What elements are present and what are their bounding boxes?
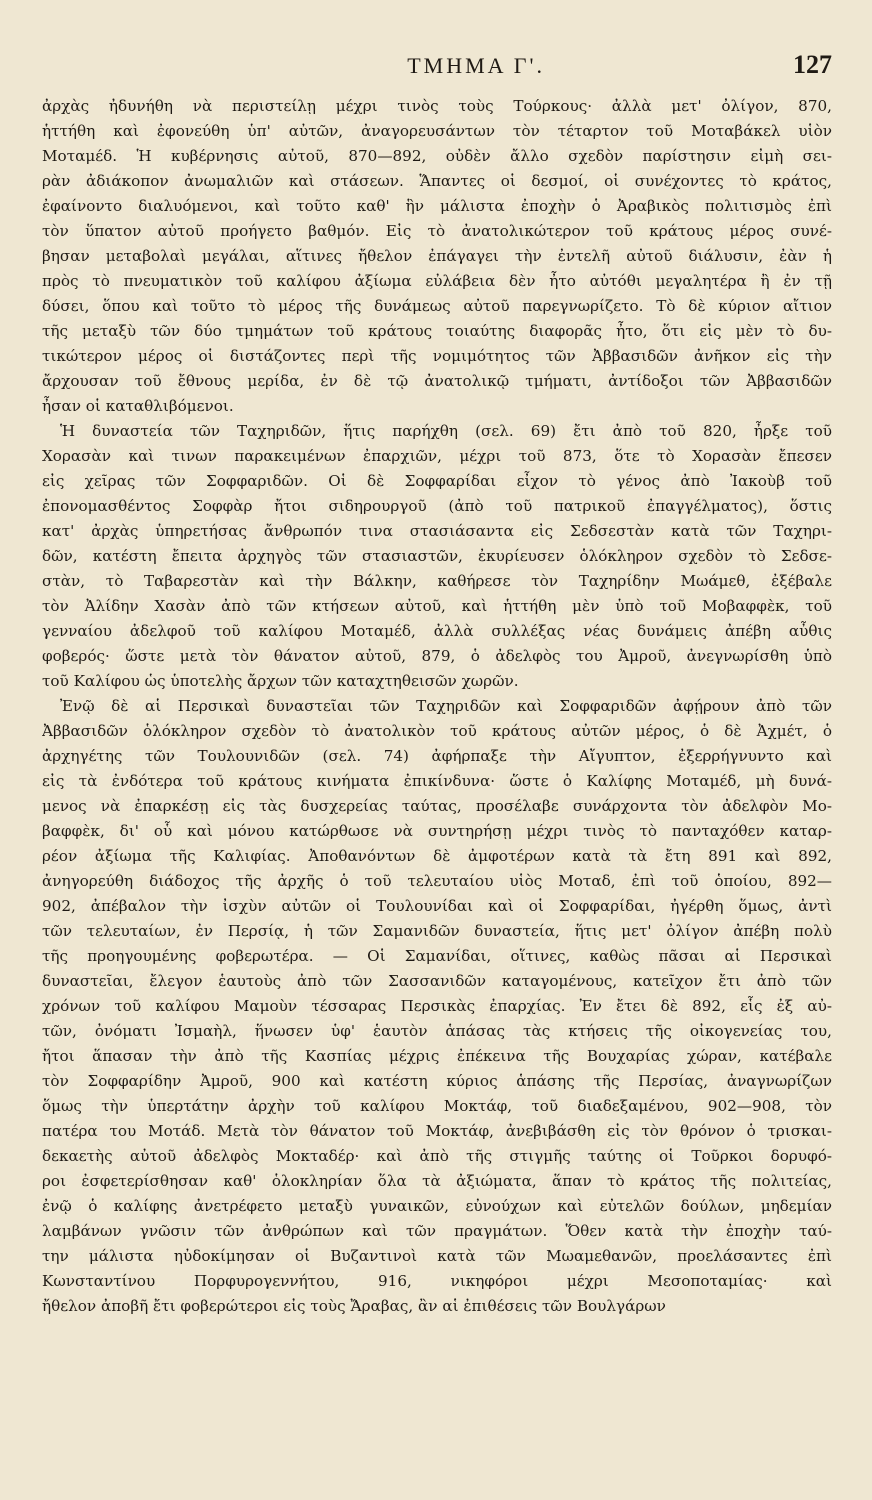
text-line: ἄρχουσαν τοῦ ἔθνους μερίδα, ἐν δὲ τῷ ἀνατολικῷ τμήματι, ἀντίδοξοι τῶν Ἀββασιδῶν — [42, 372, 832, 390]
text-line: δεκαετὴς αὐτοῦ ἀδελφὸς Μοκταδέρ· καὶ ἀπὸ τῆς στιγμῆς ταύτης οἱ Τοῦρκοι δορυφό- — [42, 1147, 832, 1165]
text-line: τῶν τελευταίων, ἐν Περσίᾳ, ἡ τῶν Σαμανιδῶν δυναστεία, ἥτις μετ' ὀλίγον ἀπέβη πολὺ — [42, 922, 832, 940]
text-line: τῶν, ὀνόματι Ἰσμαὴλ, ἥνωσεν ὑφ' ἑαυτὸν ἁπάσας τὰς κτήσεις τῆς οἰκογενείας του, — [42, 1022, 832, 1040]
paragraph — [42, 419, 832, 694]
text-line: ὅμως τὴν ὑπερτάτην ἀρχὴν τοῦ καλίφου Μοκτάφ, τοῦ διαδεξαμένου, 902—908, τὸν — [42, 1097, 832, 1115]
text-line: Ἡ δυναστεία τῶν Ταχηριδῶν, ἥτις παρήχθη (σελ. 69) ἔτι ἀπὸ τοῦ 820, ἦρξε τοῦ — [60, 422, 832, 440]
text-line: Ἀββασιδῶν ὁλόκληρον σχεδὸν τὸ ἀνατολικὸν τοῦ κράτους αὐτῶν μέρος, ὁ δὲ Ἀχμέτ, ὁ — [42, 722, 832, 740]
text-line: ἦσαν οἱ καταθλιβόμενοι. — [42, 397, 234, 415]
text-line: ἐφαίνοντο διαλυόμενοι, καὶ τοῦτο καθ' ἣν μάλιστα ἐποχὴν ὁ Ἀραβικὸς πολιτισμὸς ἐπὶ — [42, 197, 832, 215]
text-line: ἀρχὰς ἠδυνήθη νὰ περιστείλῃ μέχρι τινὸς τοὺς Τούρκους· ἀλλὰ μετ' ὀλίγον, 870, — [42, 97, 832, 115]
text-line: τὸν Σοφφαρίδην Ἀμροῦ, 900 καὶ κατέστη κύριος ἁπάσης τῆς Περσίας, ἀναγνωρίζων — [42, 1072, 832, 1090]
text-line: χρόνων τοῦ καλίφου Μαμοὺν τέσσαρας Περσικὰς ἐπαρχίας. Ἐν ἔτει δὲ 892, εἷς ἐξ αὐ- — [42, 997, 832, 1015]
paragraph — [42, 694, 832, 1319]
text-line: τῆς προηγουμένης φοβερωτέρα. — Οἱ Σαμανίδαι, οἵτινες, καθὼς πᾶσαι αἱ Περσικαὶ — [42, 947, 832, 965]
text-line: τικώτερον μέρος οἱ διστάζοντες περὶ τῆς νομιμότητος τῶν Ἀββασιδῶν ἀνῆκον εἰς τὴν — [42, 347, 832, 365]
text-line: φοβερός· ὥστε μετὰ τὸν θάνατον αὐτοῦ, 879, ὁ ἀδελφὸς του Ἀμροῦ, ἀνεγνωρίσθη ὑπὸ — [42, 647, 832, 665]
text-line: λαμβάνων γνῶσιν τῶν ἀνθρώπων καὶ τῶν πραγμάτων. Ὅθεν κατὰ τὴν ἐποχὴν ταύ- — [42, 1222, 832, 1240]
text-line: τοῦ Καλίφου ὡς ὑποτελὴς ἄρχων τῶν καταχτηθεισῶν χωρῶν. — [42, 672, 519, 690]
text-line: βησαν μεταβολαὶ μεγάλαι, αἵτινες ἤθελον ἐπάγαγει τὴν ἐντελῆ αὐτοῦ διάλυσιν, ἐὰν ἡ — [42, 247, 832, 265]
text-line: ρὰν ἀδιάκοπον ἀνωμαλιῶν καὶ στάσεων. Ἅπαντες οἱ δεσμοί, οἱ συνέχοντες τὸ κράτος, — [42, 172, 832, 190]
text-line: Μοταμέδ. Ἡ κυβέρνησις αὐτοῦ, 870—892, οὐδὲν ἄλλο σχεδὸν παρίστησιν εἰμὴ σει- — [42, 147, 832, 165]
text-line: την μάλιστα ηὐδοκίμησαν οἱ Βυζαντινοὶ κατὰ τῶν Μωαμεθανῶν, προελάσαντες ἐπὶ — [42, 1247, 832, 1265]
text-line: Χορασὰν καὶ τινων παρακειμένων ἐπαρχιῶν, μέχρι τοῦ 873, ὅτε τὸ Χορασὰν ἔπεσεν — [42, 447, 832, 465]
text-line: μενος νὰ ἐπαρκέσῃ εἰς τὰς δυσχερείας ταύτας, προσέλαβε συνάρχοντα τὸν ἀδελφὸν Μο- — [42, 797, 832, 815]
text-line: ἤτοι ἅπασαν τὴν ἀπὸ τῆς Κασπίας μέχρις ἐπέκεινα τῆς Βουχαρίας χώραν, κατέβαλε — [42, 1047, 832, 1065]
text-line: τῆς μεταξὺ τῶν δύο τμημάτων τοῦ κράτους τοιαύτης διαφορᾶς ἦτο, ὅτι εἰς μὲν τὸ δυ- — [42, 322, 832, 340]
section-title: ΤΜΗΜΑ Γ'. — [407, 53, 545, 78]
text-line: εἰς τὰ ἐνδότερα τοῦ κράτους κινήματα ἐπικίνδυνα· ὥστε ὁ Καλίφης Μοταμέδ, μὴ δυνά- — [42, 772, 832, 790]
text-line: δυναστεῖαι, ἔλεγον ἑαυτοὺς ἀπὸ τῶν Σασσανιδῶν καταγομένους, κατεῖχον ἔτι ἀπὸ τῶν — [42, 972, 832, 990]
text-line: ἐνῷ ὁ καλίφης ἀνετρέφετο μεταξὺ γυναικῶν, εὐνούχων καὶ εὐτελῶν δούλων, μηδεμίαν — [42, 1197, 832, 1215]
text-line: δῶν, κατέστη ἔπειτα ἀρχηγὸς τῶν στασιαστῶν, ἐκυρίευσεν ὁλόκληρον σχεδὸν τὸ Σεδσε- — [42, 547, 832, 565]
text-line: Ἐνῷ δὲ αἱ Περσικαὶ δυναστεῖαι τῶν Ταχηριδῶν καὶ Σοφφαριδῶν ἀφῄρουν ἀπὸ τῶν — [60, 697, 832, 715]
running-header — [42, 50, 832, 90]
page-number: 127 — [793, 50, 832, 79]
text-line: Κωνσταντίνου Πορφυρογεννήτου, 916, νικηφόροι μέχρι Μεσοποταμίας· καὶ — [42, 1272, 832, 1290]
text-line: γενναίου ἀδελφοῦ τοῦ καλίφου Μοταμέδ, ἀλλὰ συλλέξας νέας δυνάμεις ἀπέβη αὖθις — [42, 622, 832, 640]
text-line: τὸν ὕπατον αὐτοῦ προήγετο βαθμόν. Εἰς τὸ ἀνατολικώτερον τοῦ κράτους μέρος συνέ- — [42, 222, 832, 240]
text-line: ἐπονομασθέντος Σοφφὰρ ἤτοι σιδηρουργοῦ (ἀπὸ τοῦ πατρικοῦ ἐπαγγέλματος), ὅστις — [42, 497, 832, 515]
text-line: τὸν Ἀλίδην Χασὰν ἀπὸ τῶν κτήσεων αὐτοῦ, καὶ ἡττήθη μὲν ὑπὸ τοῦ Μοβαφφὲκ, τοῦ — [42, 597, 832, 615]
text-line: δύσει, ὅπου καὶ τοῦτο τὸ μέρος τῆς δυνάμεως αὐτοῦ παρεγνωρίζετο. Τὸ δὲ κύριον αἴτιον — [42, 297, 832, 315]
text-line: πατέρα του Μοτάδ. Μετὰ τὸν θάνατον τοῦ Μοκτάφ, ἀνεβιβάσθη εἰς τὸν θρόνον ὁ τρισκαι- — [42, 1122, 832, 1140]
text-line: εἰς χεῖρας τῶν Σοφφαριδῶν. Οἱ δὲ Σοφφαρίδαι εἶχον τὸ γένος ἀπὸ Ἰακοὺβ τοῦ — [42, 472, 832, 490]
text-line: ροι ἐσφετερίσθησαν καθ' ὁλοκληρίαν ὅλα τὰ ἀξιώματα, ἅπαν τὸ κράτος τῆς πολιτείας, — [42, 1172, 832, 1190]
text-line: ἀνηγορεύθη διάδοχος τῆς ἀρχῆς ὁ τοῦ τελευταίου υἱὸς Μοταδ, ἐπὶ τοῦ ὁποίου, 892— — [42, 872, 832, 890]
text-line: ἀρχηγέτης τῶν Τουλουνιδῶν (σελ. 74) ἀφήρπαξε τὴν Αἴγυπτον, ἐξερρήγνυντο καὶ — [42, 747, 832, 765]
text-line: στὰν, τὸ Ταβαρεστὰν καὶ τὴν Βάλκην, καθήρεσε τὸν Ταχηρίδην Μωάμεθ, ἐξέβαλε — [42, 572, 832, 590]
text-line: κατ' ἀρχὰς ὑπηρετήσας ἄνθρωπόν τινα στασιάσαντα εἰς Σεδσεστὰν κατὰ τῶν Ταχηρι- — [42, 522, 832, 540]
text-line: ἡττήθη καὶ ἐφονεύθη ὑπ' αὐτῶν, ἀναγορευσάντων τὸν τέταρτον τοῦ Μοταβάκελ υἱὸν — [42, 122, 832, 140]
text-line: 902, ἀπέβαλον τὴν ἰσχὺν αὐτῶν οἱ Τουλουνίδαι καὶ οἱ Σοφφαρίδαι, ἠγέρθη ὅμως, ἀντὶ — [42, 897, 832, 915]
text-line: βαφφὲκ, δι' οὗ καὶ μόνου κατώρθωσε νὰ συντηρήσῃ μέχρι τινὸς τὸ πανταχόθεν καταρ- — [42, 822, 832, 840]
text-line: ἤθελον ἀποβῆ ἔτι φοβερώτεροι εἰς τοὺς Ἄραβας, ἂν αἱ ἐπιθέσεις τῶν Βουλγάρων — [42, 1297, 666, 1315]
body-text — [42, 94, 832, 1319]
paragraph — [42, 94, 832, 419]
text-line: πρὸς τὸ πνευματικὸν τοῦ καλίφου ἀξίωμα εὐλάβεια δὲν ἦτο αὐτόθι μεγαλητέρα ἢ ἐν τῇ — [42, 272, 832, 290]
text-line: ρέον ἀξίωμα τῆς Καλιφίας. Ἀποθανόντων δὲ ἀμφοτέρων κατὰ τὰ ἔτη 891 καὶ 892, — [42, 847, 832, 865]
